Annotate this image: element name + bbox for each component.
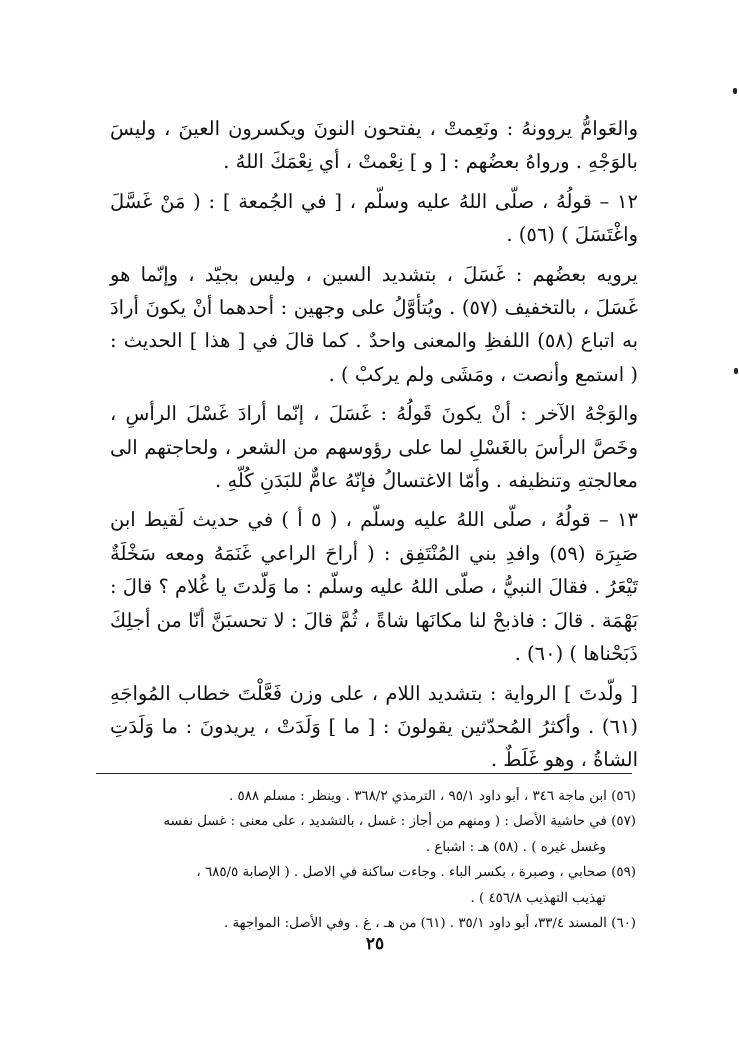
footnote-divider [96,773,632,774]
paragraph: ١٣ – قولُهُ ، صلّى اللهُ عليه وسلّم ، ( ٥ أ ) في حديث لَقيط ابن صَبِرَة (٥٩) وافدِ بني المُنْتَفِق : ( أراحَ الراعي غَنَمَهُ ومعه سَخْلَةٌ تَيْعَرُ . فقالَ النبيُّ ، صلّى اللهُ عليه وسلّم : ما وَلّدتَ يا غُلام ؟ قالَ : بَهْمَة . قالَ : فاذبحْ لنا مكانَها شاةً ، ثُمَّ قالَ : لا تحسبَنَّ أنّا من أجلِكَ ذَبَحْناها ) (٦٠) . [110,508,639,666]
footnote: (٥٦) ابن ماجة ٣٤٦ ، أبو داود ٩٥/١ ، الترمذي ٣٦٨/٢ . وينظر : مسلم ٥٨٨ . [229,789,636,804]
paragraph: والعَوامُّ يروونهُ : ونَعِمتْ ، يفتحون النونَ ويكسرون العينَ ، وليسَ بالوَجْهِ . ورواهُ بعضُهم : [ و ] نِعْمتْ ، أي نِعْمَكَ اللهُ . [110,117,638,174]
paragraph: [ ولّدتَ ] الرواية : بتشديد اللام ، على وزن فَعَّلْتَ خطاب المُواجَهِ (٦١) . وأكثرُ المُحدّثين يقولونَ : [ ما ] وَلَدَتْ ، يريدونَ : ما وَلَدَتِ الشاةُ ، وهو غَلَطٌ . [110,681,638,772]
footnote: (٦٠) المسند ٣٣/٤، أبو داود ٣٥/١ . (٦١) من هـ ، غ . وفي الأصل: المواجهة . [223,916,636,932]
margin-mark [733,88,737,94]
footnote-continuation: وغسل غيره ) . (٥٨) هـ : اشباع . [425,839,606,855]
paragraph: يرويه بعضُهم : غَسَلَ ، بتشديد السين ، وليس بجيّد ، وإنّما هو غَسَلَ ، بالتخفيف (٥٧) . ويُتأوَّلُ على وجهين : أحدهما أنْ يكونَ أرادَ به اتباع (٥٨) اللفظِ والمعنى واحدٌ . كما قالَ في [ هذا ] الحديث : ( استمع وأنصت ، ومَشَى ولم يركبْ ) . [110,262,639,386]
page-number: ٢٥ [365,934,385,954]
footnote-continuation: تهذيب التهذيب ٤٥٦/٨ ) . [470,890,606,906]
margin-mark [734,368,738,374]
paragraph: والوَجْهُ الآخر : أنْ يكونَ قَولُهُ : غَسَلَ ، إنّما أرادَ غَسْلَ الرأسِ ، وخَصَّ الرأسَ بالغَسْلِ لما على رؤوسهم من الشعر ، ولحاجتهم الى معالجتهِ وتنظيفه . وأمّا الاغتسالُ فإنّهُ عامٌّ للبَدَنِ كُلّهِ . [110,402,638,493]
paragraph: ١٢ – قولُهُ ، صلّى اللهُ عليه وسلّم ، [ في الجُمعة ] : ( مَنْ غَسَّلَ واغْتَسَلَ ) (٥٦) . [110,189,638,247]
footnote: (٥٧) في حاشية الأصل : ( ومنهم من أجاز : غسل ، بالتشديد ، على معنى : غسل نفسه [163,814,636,830]
footnotes [96,784,636,936]
main-text [110,112,638,777]
footnote: (٥٩) صحابي ، وصبرة ، بكسر الباء . وجاءت ساكنة في الاصل . ( الإصابة ٦٨٥/٥ ، [196,865,636,881]
